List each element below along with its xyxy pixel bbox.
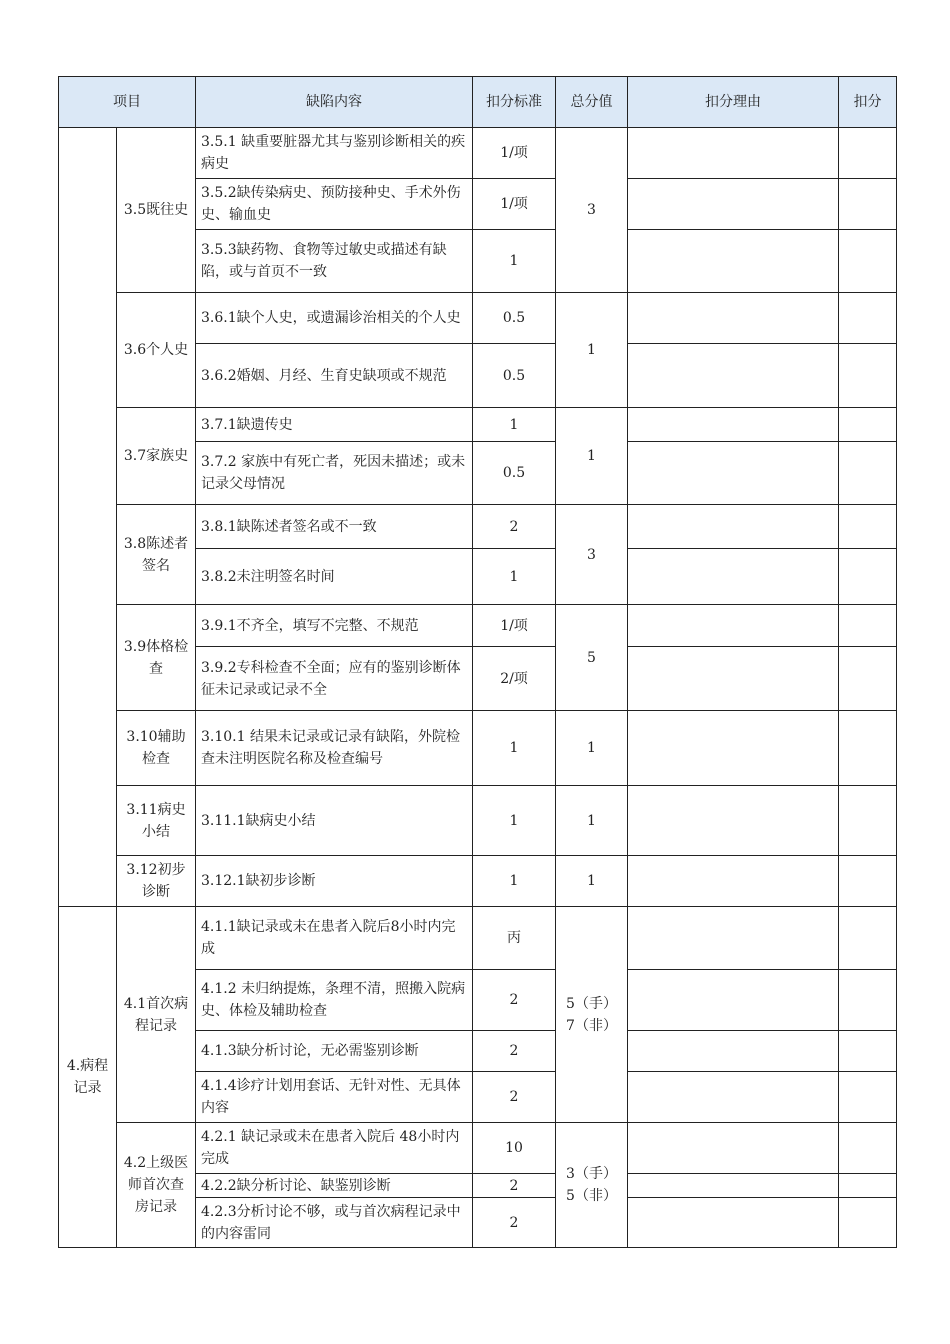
sub-item-3-11: 3.11病史小结 bbox=[117, 786, 196, 856]
deduct-cell[interactable] bbox=[839, 442, 897, 505]
total-cell: 1 bbox=[556, 786, 628, 856]
deduct-cell[interactable] bbox=[839, 344, 897, 408]
reason-cell[interactable] bbox=[628, 856, 839, 907]
defect-cell: 4.1.1缺记录或未在患者入院后8小时内完成 bbox=[196, 907, 473, 970]
defect-cell: 3.5.2缺传染病史、预防接种史、手术外伤史、输血史 bbox=[196, 179, 473, 230]
header-item: 项目 bbox=[59, 77, 196, 128]
reason-cell[interactable] bbox=[628, 230, 839, 293]
total-cell bbox=[556, 907, 628, 1123]
reason-cell[interactable] bbox=[628, 605, 839, 647]
scoring-table bbox=[58, 76, 897, 1248]
std-cell: 1 bbox=[473, 786, 556, 856]
defect-cell: 3.8.2未注明签名时间 bbox=[196, 549, 473, 605]
defect-cell: 4.2.1 缺记录或未在患者入院后 48小时内完成 bbox=[196, 1123, 473, 1174]
std-cell: 2 bbox=[473, 970, 556, 1031]
group-cell-4: 4.病程记录 bbox=[59, 907, 117, 1248]
deduct-cell[interactable] bbox=[839, 1072, 897, 1123]
defect-cell: 4.2.2缺分析讨论、缺鉴别诊断 bbox=[196, 1174, 473, 1198]
sub-item-3-9: 3.9体格检查 bbox=[117, 605, 196, 711]
deduct-cell[interactable] bbox=[839, 230, 897, 293]
deduct-cell[interactable] bbox=[839, 128, 897, 179]
deduct-cell[interactable] bbox=[839, 856, 897, 907]
header-reason: 扣分理由 bbox=[628, 77, 839, 128]
defect-cell: 4.1.2 未归纳提炼，条理不清，照搬入院病史、体检及辅助检查 bbox=[196, 970, 473, 1031]
table-row bbox=[59, 1123, 897, 1174]
sub-item-3-8: 3.8陈述者签名 bbox=[117, 505, 196, 605]
defect-cell: 3.7.2 家族中有死亡者，死因未描述；或未记录父母情况 bbox=[196, 442, 473, 505]
sub-item-4-1: 4.1首次病程记录 bbox=[117, 907, 196, 1123]
sub-item-3-6: 3.6个人史 bbox=[117, 293, 196, 408]
defect-cell: 3.9.2专科检查不全面；应有的鉴别诊断体征未记录或记录不全 bbox=[196, 647, 473, 711]
defect-cell: 3.6.1缺个人史，或遗漏诊治相关的个人史 bbox=[196, 293, 473, 344]
total-nonhand: 5（非） bbox=[566, 1188, 617, 1204]
defect-cell: 3.11.1缺病史小结 bbox=[196, 786, 473, 856]
deduct-cell[interactable] bbox=[839, 907, 897, 970]
reason-cell[interactable] bbox=[628, 1072, 839, 1123]
std-cell: 2 bbox=[473, 1198, 556, 1248]
deduct-cell[interactable] bbox=[839, 647, 897, 711]
total-cell: 3 bbox=[556, 128, 628, 293]
std-cell: 1 bbox=[473, 856, 556, 907]
deduct-cell[interactable] bbox=[839, 549, 897, 605]
total-nonhand: 7（非） bbox=[566, 1017, 617, 1034]
table-row bbox=[59, 786, 897, 856]
reason-cell[interactable] bbox=[628, 711, 839, 786]
defect-cell: 4.1.4诊疗计划用套话、无针对性、无具体内容 bbox=[196, 1072, 473, 1123]
total-cell: 1 bbox=[556, 856, 628, 907]
deduct-cell[interactable] bbox=[839, 1198, 897, 1248]
deduct-cell[interactable] bbox=[839, 786, 897, 856]
std-cell: 1 bbox=[473, 711, 556, 786]
sub-item-3-12: 3.12初步诊断 bbox=[117, 856, 196, 907]
std-cell: 2 bbox=[473, 1072, 556, 1123]
std-cell: 0.5 bbox=[473, 442, 556, 505]
std-cell: 0.5 bbox=[473, 344, 556, 408]
total-cell: 1 bbox=[556, 711, 628, 786]
defect-cell: 3.7.1缺遗传史 bbox=[196, 408, 473, 442]
sub-item-3-5: 3.5既往史 bbox=[117, 128, 196, 293]
reason-cell[interactable] bbox=[628, 1198, 839, 1248]
reason-cell[interactable] bbox=[628, 970, 839, 1031]
total-hand: 5（手） bbox=[566, 995, 617, 1012]
reason-cell[interactable] bbox=[628, 786, 839, 856]
header-std: 扣分标准 bbox=[473, 77, 556, 128]
total-cell: 3 bbox=[556, 505, 628, 605]
table-row bbox=[59, 907, 897, 970]
std-cell: 2 bbox=[473, 1031, 556, 1072]
std-cell: 2 bbox=[473, 1174, 556, 1198]
deduct-cell[interactable] bbox=[839, 605, 897, 647]
sub-item-4-2: 4.2上级医师首次查房记录 bbox=[117, 1123, 196, 1248]
defect-cell: 3.10.1 结果未记录或记录有缺陷，外院检查未注明医院名称及检查编号 bbox=[196, 711, 473, 786]
table-row bbox=[59, 605, 897, 647]
defect-cell: 3.12.1缺初步诊断 bbox=[196, 856, 473, 907]
defect-cell: 3.6.2婚姻、月经、生育史缺项或不规范 bbox=[196, 344, 473, 408]
deduct-cell[interactable] bbox=[839, 408, 897, 442]
deduct-cell[interactable] bbox=[839, 179, 897, 230]
total-cell: 5 bbox=[556, 605, 628, 711]
total-hand: 3（手） bbox=[566, 1166, 617, 1182]
std-cell: 0.5 bbox=[473, 293, 556, 344]
reason-cell[interactable] bbox=[628, 408, 839, 442]
std-cell: 1 bbox=[473, 230, 556, 293]
header-total: 总分值 bbox=[556, 77, 628, 128]
total-cell: 1 bbox=[556, 408, 628, 505]
total-cell bbox=[556, 1123, 628, 1248]
std-cell: 1/项 bbox=[473, 179, 556, 230]
header-row bbox=[59, 77, 897, 128]
table-row bbox=[59, 856, 897, 907]
reason-cell[interactable] bbox=[628, 1123, 839, 1174]
group-cell-3 bbox=[59, 128, 117, 907]
deduct-cell[interactable] bbox=[839, 970, 897, 1031]
std-cell: 1/项 bbox=[473, 605, 556, 647]
reason-cell[interactable] bbox=[628, 907, 839, 970]
std-cell: 1 bbox=[473, 549, 556, 605]
reason-cell[interactable] bbox=[628, 128, 839, 179]
defect-cell: 3.5.1 缺重要脏器尤其与鉴别诊断相关的疾病史 bbox=[196, 128, 473, 179]
reason-cell[interactable] bbox=[628, 549, 839, 605]
header-defect: 缺陷内容 bbox=[196, 77, 473, 128]
deduct-cell[interactable] bbox=[839, 1123, 897, 1174]
std-cell: 10 bbox=[473, 1123, 556, 1174]
deduct-cell[interactable] bbox=[839, 1031, 897, 1072]
header-deduct: 扣分 bbox=[839, 77, 897, 128]
defect-cell: 3.9.1不齐全，填写不完整、不规范 bbox=[196, 605, 473, 647]
reason-cell[interactable] bbox=[628, 1174, 839, 1198]
sub-item-3-10: 3.10辅助检查 bbox=[117, 711, 196, 786]
std-cell: 2/项 bbox=[473, 647, 556, 711]
deduct-cell[interactable] bbox=[839, 293, 897, 344]
deduct-cell[interactable] bbox=[839, 505, 897, 549]
table-row bbox=[59, 408, 897, 442]
std-cell: 丙 bbox=[473, 907, 556, 970]
table-row bbox=[59, 711, 897, 786]
deduct-cell[interactable] bbox=[839, 1174, 897, 1198]
std-cell: 1/项 bbox=[473, 128, 556, 179]
defect-cell: 4.2.3分析讨论不够，或与首次病程记录中的内容雷同 bbox=[196, 1198, 473, 1248]
table-row bbox=[59, 128, 897, 179]
sub-item-3-7: 3.7家族史 bbox=[117, 408, 196, 505]
table-row bbox=[59, 293, 897, 344]
deduct-cell[interactable] bbox=[839, 711, 897, 786]
reason-cell[interactable] bbox=[628, 293, 839, 344]
reason-cell[interactable] bbox=[628, 647, 839, 711]
reason-cell[interactable] bbox=[628, 179, 839, 230]
std-cell: 2 bbox=[473, 505, 556, 549]
total-cell: 1 bbox=[556, 293, 628, 408]
reason-cell[interactable] bbox=[628, 344, 839, 408]
reason-cell[interactable] bbox=[628, 1031, 839, 1072]
std-cell: 1 bbox=[473, 408, 556, 442]
defect-cell: 3.8.1缺陈述者签名或不一致 bbox=[196, 505, 473, 549]
defect-cell: 4.1.3缺分析讨论，无必需鉴别诊断 bbox=[196, 1031, 473, 1072]
reason-cell[interactable] bbox=[628, 442, 839, 505]
defect-cell: 3.5.3缺药物、食物等过敏史或描述有缺陷，或与首页不一致 bbox=[196, 230, 473, 293]
reason-cell[interactable] bbox=[628, 505, 839, 549]
table-row bbox=[59, 505, 897, 549]
